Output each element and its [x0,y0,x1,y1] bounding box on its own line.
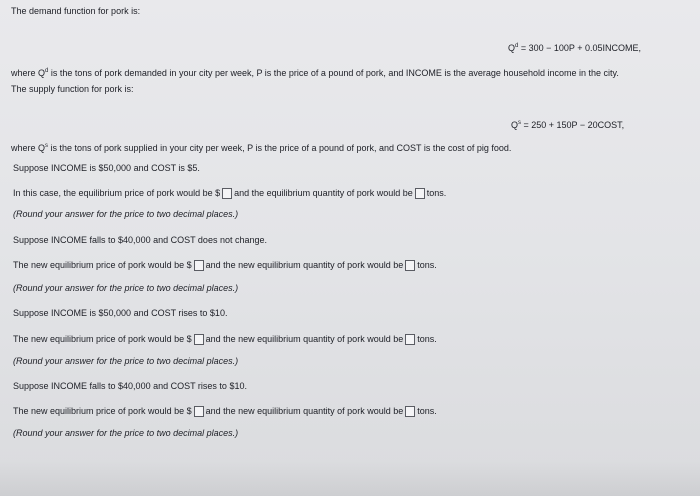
q4-price-label: The new equilibrium price of pork would be $ [13,406,192,416]
demand-def-post: is the tons of pork demanded in your city per week, P is the price of a pound of pork, and INCOME is the average household income in the city. [48,68,619,78]
q4-quantity-label: and the new equilibrium quantity of pork would be [205,406,404,416]
question-1 [13,188,446,199]
q2-unit: tons. [417,260,437,270]
scenario-3: Suppose INCOME is $50,000 and COST rises to $10. [13,308,228,318]
supply-eq-lhs: Q [511,120,519,130]
demand-def-pre: where Q [11,68,46,78]
scenario-2: Suppose INCOME falls to $40,000 and COST does not change. [13,235,267,245]
q4-price-input[interactable] [194,406,204,417]
q2-price-input[interactable] [194,260,204,271]
q1-quantity-label: and the equilibrium quantity of pork would be [234,188,413,198]
scenario-1: Suppose INCOME is $50,000 and COST is $5. [13,163,200,173]
question-4 [13,406,437,417]
round-note-3: (Round your answer for the price to two decimal places.) [13,356,239,366]
demand-eq-sup: d [515,43,519,49]
demand-eq-lhs: Q [508,43,516,53]
round-note-1: (Round your answer for the price to two decimal places.) [13,209,239,219]
supply-intro: The supply function for pork is: [11,84,134,94]
demand-equation [508,41,641,54]
q1-price-input[interactable] [222,188,232,199]
round-note-2: (Round your answer for the price to two decimal places.) [13,283,239,293]
page-shadow [0,460,700,496]
question-3 [13,334,437,345]
supply-eq-rhs: = 250 + 150P − 20COST, [521,120,625,130]
q3-quantity-input[interactable] [405,334,415,345]
supply-def-pre: where Q [11,143,46,153]
q3-unit: tons. [417,334,437,344]
q3-quantity-label: and the new equilibrium quantity of pork would be [205,334,404,344]
question-2 [13,260,437,271]
q4-quantity-input[interactable] [405,406,415,417]
q2-quantity-label: and the new equilibrium quantity of pork would be [205,260,404,270]
supply-def-post: is the tons of pork supplied in your city per week, P is the price of a pound of pork, and COST is the cost of pig food. [48,143,512,153]
demand-eq-rhs: = 300 − 100P + 0.05INCOME, [518,43,642,53]
demand-def-sup: d [45,68,49,74]
supply-eq-sup: s [518,120,522,126]
supply-equation [511,118,624,131]
q2-price-label: The new equilibrium price of pork would be $ [13,260,192,270]
supply-definition [11,141,511,154]
q4-unit: tons. [417,406,437,416]
q3-price-label: The new equilibrium price of pork would be $ [13,334,192,344]
scenario-4: Suppose INCOME falls to $40,000 and COST rises to $10. [13,381,247,391]
q1-quantity-input[interactable] [415,188,425,199]
q2-quantity-input[interactable] [405,260,415,271]
demand-definition [11,66,619,79]
q3-price-input[interactable] [194,334,204,345]
q1-unit: tons. [426,188,447,198]
round-note-4: (Round your answer for the price to two decimal places.) [13,428,239,438]
supply-def-sup: s [45,143,49,149]
q1-price-label: In this case, the equilibrium price of pork would be $ [13,188,221,198]
demand-intro: The demand function for pork is: [11,6,141,16]
